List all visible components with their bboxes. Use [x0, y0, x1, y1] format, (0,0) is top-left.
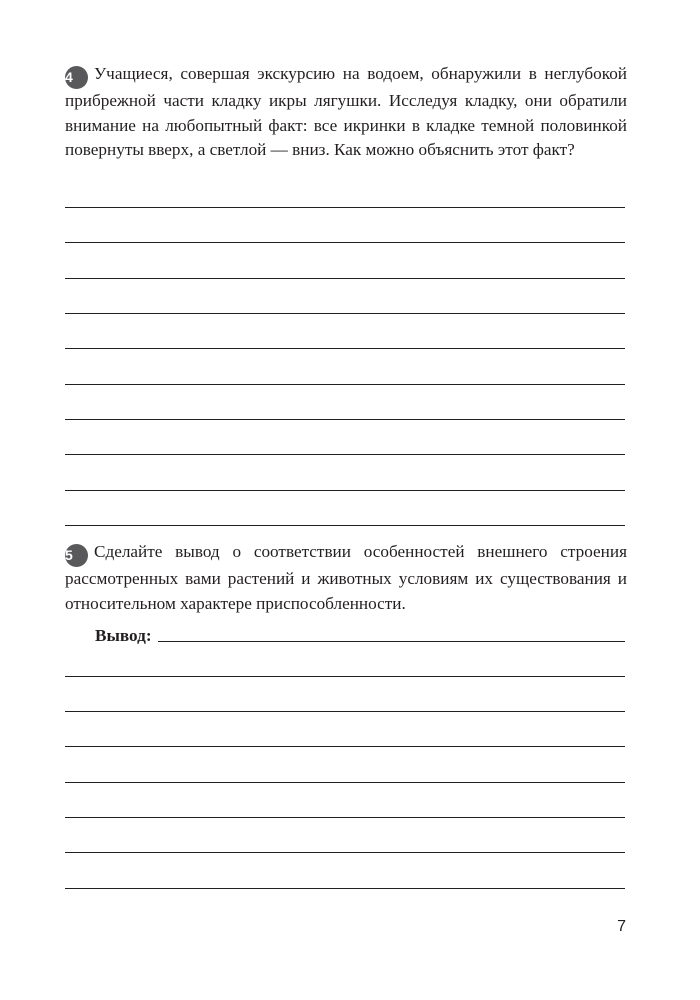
answer-line[interactable]: [65, 782, 625, 783]
conclusion-answer-line[interactable]: [158, 641, 625, 642]
answer-line[interactable]: [65, 207, 625, 208]
task-number-badge: 5: [65, 544, 88, 567]
task-number-badge: 4: [65, 66, 88, 89]
answer-line[interactable]: [65, 278, 625, 279]
conclusion-label: Вывод:: [95, 626, 152, 645]
answer-line[interactable]: [65, 490, 625, 491]
task-5: [65, 540, 627, 616]
page-number: 7: [617, 918, 626, 935]
answer-line[interactable]: [65, 242, 625, 243]
answer-line[interactable]: [65, 746, 625, 747]
answer-line[interactable]: [65, 348, 625, 349]
answer-line[interactable]: [65, 419, 625, 420]
task-4: [65, 62, 627, 163]
answer-line[interactable]: [65, 676, 625, 677]
answer-line[interactable]: [65, 888, 625, 889]
task-5-text: Сделайте вывод о соответствии особенностей внешнего строения рассмотренных вами растений и животных условиям их существования и относительном характере приспособленности.: [65, 542, 627, 613]
task-4-text: Учащиеся, совершая экскурсию на водоем, обнаружили в неглубокой прибрежной части кладку икры лягушки. Исследуя кладку, они обратили внимание на любопытный факт: все икринки в кладке темной половинкой повернуты вверх, а светлой — вниз. Как можно объяснить этот факт?: [65, 64, 627, 159]
answer-line[interactable]: [65, 313, 625, 314]
answer-line[interactable]: [65, 525, 625, 526]
answer-line[interactable]: [65, 711, 625, 712]
answer-line[interactable]: [65, 384, 625, 385]
answer-line[interactable]: [65, 454, 625, 455]
answer-line[interactable]: [65, 852, 625, 853]
answer-line[interactable]: [65, 817, 625, 818]
conclusion-row: [95, 626, 625, 646]
